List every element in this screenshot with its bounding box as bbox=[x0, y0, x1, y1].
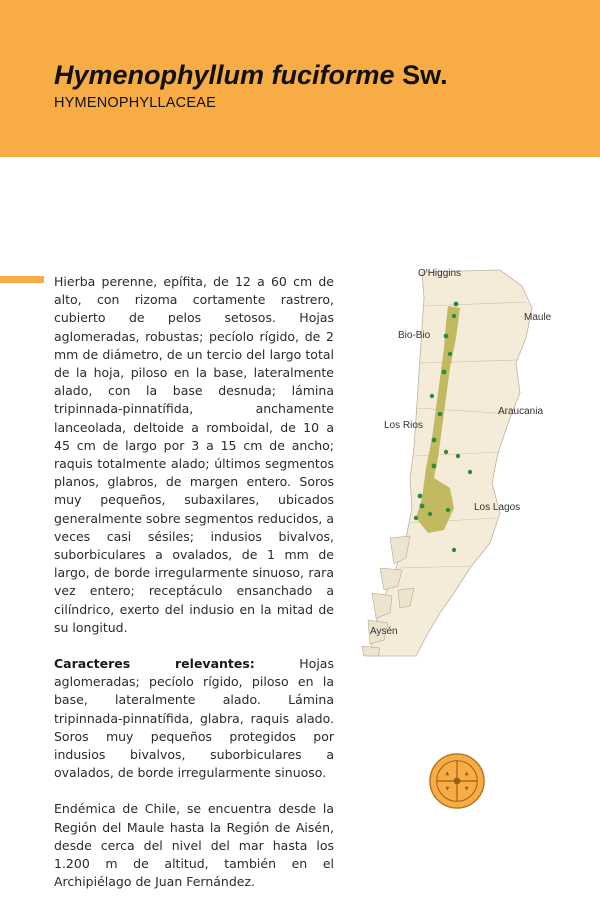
relevant-label: Caracteres relevantes: bbox=[54, 656, 255, 672]
family-name: HYMENOPHYLLACEAE bbox=[54, 95, 216, 111]
accent-bar bbox=[0, 276, 44, 283]
map-label-ohiggins: O'Higgins bbox=[418, 268, 462, 279]
map-label-araucania: Araucania bbox=[498, 406, 544, 417]
distribution-paragraph: Endémica de Chile, se encuentra desde la Región del Maule hasta la Región de Aisén, desde cerca del nivel del mar hasta los 1.200 m de altitud, también en el Archipiélago de Juan Fernández. bbox=[54, 801, 334, 890]
species-author: Sw. bbox=[402, 60, 448, 90]
relevant-paragraph bbox=[54, 655, 334, 782]
map-label-loslagos: Los Lagos bbox=[474, 502, 521, 513]
header-band bbox=[0, 0, 600, 157]
species-name: Hymenophyllum fuciforme bbox=[54, 60, 395, 90]
species-title bbox=[54, 60, 448, 91]
map-label-biobio: Bio-Bio bbox=[398, 330, 431, 341]
map-label-losrios: Los Rios bbox=[384, 420, 423, 431]
map-label-maule: Maule bbox=[524, 312, 552, 323]
map-label-aysen: Aysén bbox=[370, 626, 398, 637]
text-column bbox=[54, 273, 334, 910]
relevant-text: Hojas aglomeradas; pecíolo rígido, piloso en la base, lateralmente alado. Lámina tripinnada-pinnatífida, glabra, raquis alado. Soros muy pequeños protegidos por indusios bivalvos, suborbiculares a ovalados, de borde irregularmente sinuoso. bbox=[54, 656, 334, 781]
distribution-map bbox=[350, 268, 575, 658]
emblem-logo bbox=[428, 752, 486, 810]
description-paragraph: Hierba perenne, epífita, de 12 a 60 cm de alto, con rizoma cortamente rastrero, cubierto de pelos setosos. Hojas aglomeradas, robustas; pecíolo rígido, de 2 mm de diámetro, de un tercio del largo total de la hoja, piloso en la base, lateralmente alado, con la base desnuda; lámina tripinnada-pinnatífida, anchamente lanceolada, deltoide a romboidal, de 10 a 45 cm de largo por 3 a 15 cm de ancho; raquis totalmente alado; últimos segmentos planos, glabros, de margen entero. Soros muy pequeños, subaxilares, ubicados generalmente sobre segmentos reducidos, a veces casi sésiles; indusios bivalvos, suborbiculares a ovalados, de 1 mm de largo, de borde irregularmente sinuoso, rara vez entero; receptáculo ensanchado a cilíndrico, exerto del indusio en la mitad de su longitud. bbox=[54, 274, 334, 635]
